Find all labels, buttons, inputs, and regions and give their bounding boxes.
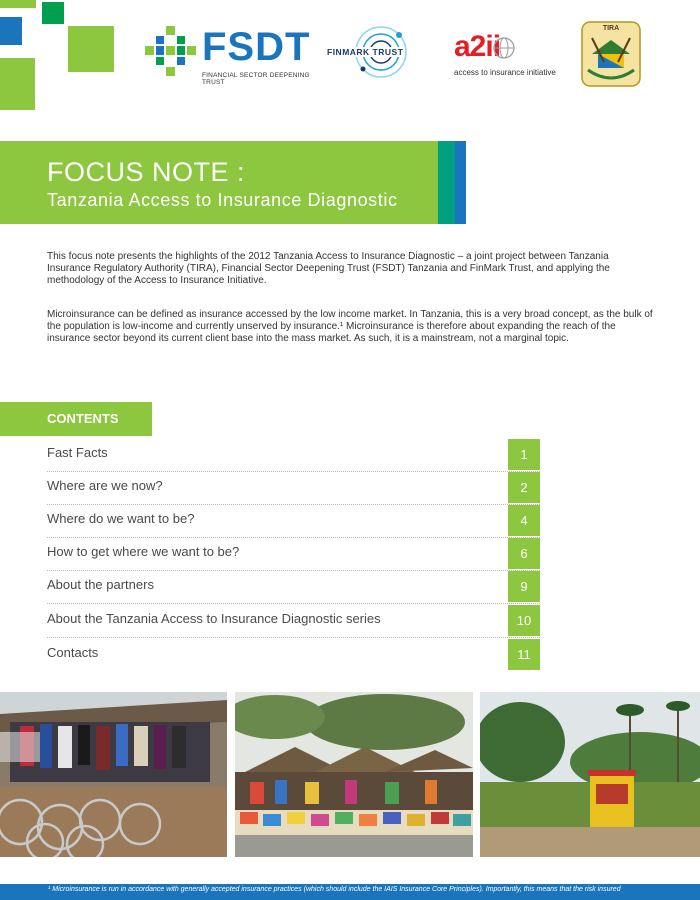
title-stripe-blue	[455, 141, 466, 224]
toc-item-page: 11	[508, 639, 540, 670]
fsdt-logo-mark-icon	[145, 26, 197, 76]
footnote: ¹ Microinsurance is run in accordance with generally accepted insurance practices (which should include the IAIS Insurance Core Principles). Importantly, this means that the risk insured	[48, 886, 621, 893]
toc-item-page: 10	[508, 605, 540, 636]
toc-item[interactable]	[47, 605, 540, 636]
toc-item-label: Where do we want to be?	[47, 511, 195, 526]
toc-item-page: 2	[508, 472, 540, 503]
fsdt-logo	[145, 22, 311, 86]
contents-heading: CONTENTS	[47, 411, 119, 426]
photo-roadside-kiosk	[480, 692, 700, 857]
toc-item[interactable]	[47, 538, 540, 569]
intro-paragraph-2: Microinsurance can be defined as insurance accessed by the low income market. In Tanzania, this is a very broad concept, as the bulk of the population is low-income and currently unserved by insurance.¹ Microinsurance is therefore about expanding the reach of the insurance sector beyond its current client base into the mass market. As such, it is a mainstream, not a marginal topic.	[47, 309, 653, 345]
fsdt-logo-name: FSDT	[202, 25, 311, 69]
title-stripe-teal	[438, 141, 455, 224]
toc-item-label: How to get where we want to be?	[47, 544, 240, 559]
toc-divider	[47, 637, 540, 638]
fsdt-logo-tagline: FINANCIAL SECTOR DEEPENING TRUST	[202, 72, 310, 86]
tira-seal-name: TIRA	[602, 25, 620, 32]
toc-item[interactable]	[47, 472, 540, 503]
toc-item-page: 4	[508, 505, 540, 536]
a2ii-logo-tagline: access to insurance initiative	[454, 68, 556, 77]
finmark-logo-name: FINMARK TRUST	[327, 47, 404, 57]
toc-item-page: 1	[508, 439, 540, 470]
tira-seal	[580, 20, 642, 88]
toc-item-label: About the partners	[47, 577, 154, 592]
toc-item-page: 6	[508, 538, 540, 569]
toc-item-page: 9	[508, 571, 540, 602]
toc-item[interactable]	[47, 439, 540, 470]
page-subtitle: Tanzania Access to Insurance Diagnostic	[47, 190, 398, 210]
photo-market-bicycles	[0, 692, 227, 857]
corner-square-green-3	[68, 26, 114, 72]
toc-item-label: About the Tanzania Access to Insurance Diagnostic series	[47, 611, 381, 626]
intro-paragraph-1: This focus note presents the highlights of the 2012 Tanzania Access to Insurance Diagnostic – a joint project between Tanzania Insurance Regulatory Authority (TIRA), Financial Sector Deepening Trust (FSDT) Tanzania and FinMark Trust, and applying the methodology of the Access to Insurance Initiative.	[47, 251, 610, 287]
a2ii-logo	[450, 30, 568, 80]
corner-square-green-2	[42, 2, 64, 24]
a2ii-globe-icon	[492, 36, 516, 60]
corner-square-blue	[0, 17, 22, 45]
corner-square-green-1	[0, 0, 36, 8]
toc-item-label: Contacts	[47, 645, 99, 660]
corner-square-green-4	[0, 58, 35, 110]
toc-divider	[47, 603, 540, 604]
toc-item-label: Where are we now?	[47, 478, 163, 493]
toc-item[interactable]	[47, 505, 540, 536]
finmark-logo	[325, 22, 437, 82]
toc-item[interactable]	[47, 639, 540, 670]
page-title: FOCUS NOTE :	[47, 157, 246, 187]
a2ii-logo-mark: a2ii	[454, 30, 501, 63]
toc-item-label: Fast Facts	[47, 445, 108, 460]
photo-art-stalls	[235, 692, 473, 857]
toc-item[interactable]	[47, 571, 540, 602]
